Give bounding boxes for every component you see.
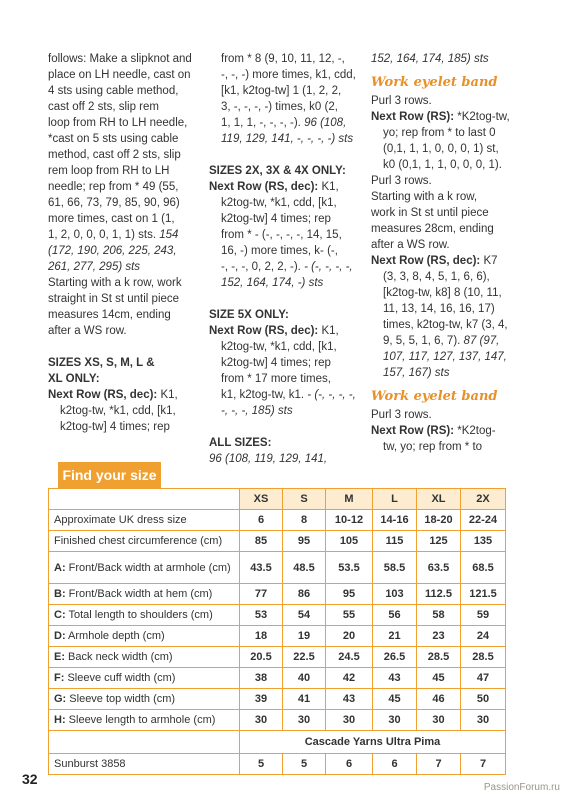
measurement-letter: D: (54, 630, 66, 642)
text-line: straight in St st until piece (48, 293, 180, 305)
text-line: *cast on 5 sts using cable (48, 133, 179, 145)
text-line: Starting with a k row, (371, 191, 478, 203)
table-row (49, 531, 506, 552)
measurement-value: 68.5 (461, 552, 506, 584)
sizes-heading: XL ONLY: (48, 373, 100, 385)
text-line: Purl 3 rows. (371, 175, 432, 187)
measurement-value: 77 (240, 584, 283, 605)
measurement-text: Front/Back width at armhole (cm) (65, 561, 231, 574)
table-row (49, 605, 506, 626)
text-line: -, -, -) more times, k1, cdd, (221, 69, 356, 81)
text-line: method, cast off 2 sts, slip (48, 149, 181, 161)
measurement-value: 43 (373, 668, 417, 689)
text-line: 3, -, -, -, -) times, k0 (2, (221, 101, 338, 113)
row-instruction (371, 109, 521, 125)
measurement-letter: B: (54, 588, 66, 600)
measurement-value: 45 (373, 689, 417, 710)
measurement-text: Finished chest circumference (cm) (54, 535, 223, 547)
text-line: place on LH needle, cast on (48, 69, 191, 81)
measurement-value: 47 (461, 668, 506, 689)
measurement-value: 95 (326, 584, 373, 605)
yarn-ball-count: 5 (240, 754, 283, 775)
text-line: from * 8 (9, 10, 11, 12, -, (221, 53, 345, 65)
sizes-heading: SIZES 2X, 3X & 4X ONLY: (209, 165, 346, 177)
measurement-letter: F: (54, 672, 65, 684)
text-segment: 9, 5, 5, 1, 6, 7). (383, 335, 464, 347)
stitch-count-line: 107, 117, 127, 137, 147, (383, 351, 507, 363)
stitch-count-line: 119, 129, 141, -, -, -, -) sts (221, 133, 354, 145)
measurement-value: 28.5 (461, 647, 506, 668)
measurement-value: 24 (461, 626, 506, 647)
row-label: Next Row (RS, dec): (209, 325, 319, 337)
yarn-header-row (49, 731, 506, 754)
text-line (48, 227, 202, 243)
section-heading: Work eyelet band (371, 389, 498, 404)
measurement-value: 135 (461, 531, 506, 552)
measurement-value: 30 (461, 710, 506, 731)
stitch-count: 96 (108, (304, 117, 347, 129)
text-line: from * - (-, -, -, -, 14, 15, (221, 229, 342, 241)
row-instruction (209, 179, 364, 195)
header-cell: S (283, 489, 326, 510)
stitch-count-line: 96 (108, 119, 129, 141, (209, 453, 328, 465)
text-segment: k1, k2tog-tw, k1. (221, 389, 308, 401)
text-line (371, 333, 521, 349)
row-instruction (371, 253, 521, 269)
measurement-value: 56 (373, 605, 417, 626)
measurement-value: 41 (283, 689, 326, 710)
text-line: measures 28cm, ending (371, 223, 494, 235)
text-line: cast off 2 sts, slip rem (48, 101, 159, 113)
header-blank-cell (49, 489, 240, 510)
text-line: [k1, k2tog-tw] 1 (1, 2, 2, (221, 85, 342, 97)
measurement-letter: C: (54, 609, 66, 621)
measurement-value: 6 (240, 510, 283, 531)
measurement-value: 53.5 (326, 552, 373, 584)
header-cell: XS (240, 489, 283, 510)
measurement-value: 103 (373, 584, 417, 605)
yarn-ball-count: 7 (461, 754, 506, 775)
measurement-value: 59 (461, 605, 506, 626)
row-label: Next Row (RS): (371, 425, 455, 437)
text-line: k0 (0,1, 1, 1, 0, 0, 0, 1). (383, 159, 502, 171)
text-line: (3, 3, 8, 4, 5, 1, 6, 6), (383, 271, 490, 283)
text-line: (0,1, 1, 1, 0, 0, 0, 1) st, (383, 143, 499, 155)
measurement-value: 20 (326, 626, 373, 647)
yarn-ball-count: 6 (373, 754, 417, 775)
measurement-value: 40 (283, 668, 326, 689)
text-segment: 1, 2, 0, 0, 0, 1, 1) sts. (48, 229, 160, 241)
stitch-count-line: 261, 277, 295) sts (48, 261, 141, 273)
measurement-value: 8 (283, 510, 326, 531)
text-line: k2tog-tw] 4 times; rep (221, 357, 331, 369)
measurement-letter: E: (54, 651, 65, 663)
measurement-value: 30 (283, 710, 326, 731)
stitch-count: - (-, -, -, -, (307, 389, 356, 401)
measurement-text: Sleeve cuff width (cm) (64, 672, 176, 684)
measurement-value: 50 (461, 689, 506, 710)
table-row (49, 710, 506, 731)
measurement-value: 48.5 (283, 552, 326, 584)
measurement-label (49, 552, 240, 584)
measurement-value: 112.5 (417, 584, 461, 605)
measurement-value: 19 (283, 626, 326, 647)
measurement-text: Armhole depth (cm) (65, 630, 165, 642)
measurement-label (49, 626, 240, 647)
measurement-value: 42 (326, 668, 373, 689)
row-instruction (209, 323, 364, 339)
measurement-text: Approximate UK dress size (54, 514, 187, 526)
text-line: tw, yo; rep from * to (383, 441, 483, 453)
text-line: measures 14cm, ending (48, 309, 171, 321)
stitch-count: 87 (97, (463, 335, 500, 347)
measurement-label (49, 584, 240, 605)
yarn-name: Cascade Yarns Ultra Pima (240, 731, 506, 754)
text-line: k2tog-tw, *k1, cdd, [k1, (221, 341, 337, 353)
measurement-text: Front/Back width at hem (cm) (65, 588, 213, 600)
text-line: work in St st until piece (371, 207, 489, 219)
row-label: Next Row (RS, dec): (209, 181, 319, 193)
text-line: rem loop from RH to LH (48, 165, 170, 177)
text-line: times, k2tog-tw, k7 (3, 4, (383, 319, 508, 331)
stitch-count-line: 152, 164, 174, 185) sts (371, 53, 489, 65)
sizes-heading: ALL SIZES: (209, 437, 272, 449)
stitch-count-line: 157, 167) sts (383, 367, 450, 379)
text-segment: K7 (480, 255, 498, 267)
measurement-label (49, 605, 240, 626)
table-row (49, 584, 506, 605)
header-cell: XL (417, 489, 461, 510)
table-row (49, 647, 506, 668)
header-cell: L (373, 489, 417, 510)
measurement-value: 22.5 (283, 647, 326, 668)
text-line: more times, cast on 1 (1, (48, 213, 175, 225)
text-line: 16, -) more times, k- (-, (221, 245, 338, 257)
measurement-value: 20.5 (240, 647, 283, 668)
text-line: Starting with a k row, work (48, 277, 182, 289)
measurement-value: 115 (373, 531, 417, 552)
pattern-column-3 (371, 51, 521, 455)
measurement-letter: H: (54, 714, 66, 726)
text-line: yo; rep from * to last 0 (383, 127, 496, 139)
measurement-label (49, 668, 240, 689)
measurement-value: 21 (373, 626, 417, 647)
sizes-heading: SIZE 5X ONLY: (209, 309, 289, 321)
measurement-letter: G: (54, 693, 67, 705)
text-line: 61, 66, 73, 79, 85, 90, 96) (48, 197, 180, 209)
row-label: Next Row (RS): (371, 111, 455, 123)
measurement-value: 38 (240, 668, 283, 689)
measurement-value: 121.5 (461, 584, 506, 605)
yarn-blank-cell (49, 731, 240, 754)
text-line: k2tog-tw, *k1, cdd, [k1, (221, 197, 337, 209)
measurement-text: Back neck width (cm) (65, 651, 173, 663)
measurement-label (49, 531, 240, 552)
table-row (49, 689, 506, 710)
sizes-heading: SIZES XS, S, M, L & (48, 357, 155, 369)
measurement-letter: A: (54, 561, 66, 574)
table-header-row (49, 489, 506, 510)
text-segment: *K2tog- (454, 425, 496, 437)
text-segment: -, -, -, 0, 2, 2, -). (221, 261, 305, 273)
measurement-label (49, 647, 240, 668)
text-line: Purl 3 rows. (371, 95, 432, 107)
measurement-value: 53 (240, 605, 283, 626)
page-number: 32 (22, 771, 38, 787)
section-heading: Work eyelet band (371, 75, 498, 90)
text-line (209, 115, 364, 131)
header-cell: 2X (461, 489, 506, 510)
table-row (49, 626, 506, 647)
text-line (209, 387, 364, 403)
measurement-value: 10-12 (326, 510, 373, 531)
measurement-value: 45 (417, 668, 461, 689)
yarn-colour-row (49, 754, 506, 775)
watermark: PassionForum.ru (483, 782, 560, 793)
measurement-value: 18-20 (417, 510, 461, 531)
measurement-value: 46 (417, 689, 461, 710)
measurement-value: 30 (417, 710, 461, 731)
measurement-value: 43.5 (240, 552, 283, 584)
text-segment: K1, (157, 389, 178, 401)
text-segment: K1, (318, 325, 339, 337)
measurement-value: 43 (326, 689, 373, 710)
stitch-count: - (-, -, -, -, (304, 261, 353, 273)
measurement-text: Sleeve length to armhole (cm) (65, 714, 216, 726)
row-label: Next Row (RS, dec): (371, 255, 481, 267)
row-instruction (48, 387, 202, 403)
yarn-ball-count: 7 (417, 754, 461, 775)
text-segment: *K2tog-tw, (454, 111, 510, 123)
measurement-value: 85 (240, 531, 283, 552)
measurement-value: 39 (240, 689, 283, 710)
text-line: loop from RH to LH needle, (48, 117, 188, 129)
measurement-value: 30 (373, 710, 417, 731)
measurement-text: Sleeve top width (cm) (66, 693, 176, 705)
text-line: k2tog-tw] 4 times; rep (221, 213, 331, 225)
measurement-value: 18 (240, 626, 283, 647)
text-line: [k2tog-tw, k8] 8 (10, 11, (383, 287, 502, 299)
table-row (49, 668, 506, 689)
pattern-column-1 (48, 51, 202, 435)
text-line: 4 sts using cable method, (48, 85, 179, 97)
table-row (49, 510, 506, 531)
header-cell: M (326, 489, 373, 510)
measurement-value: 125 (417, 531, 461, 552)
text-line: needle; rep from * 49 (55, (48, 181, 179, 193)
stitch-count-line: (172, 190, 206, 225, 243, (48, 245, 177, 257)
measurement-value: 54 (283, 605, 326, 626)
pattern-column-2 (209, 51, 364, 467)
measurement-value: 30 (240, 710, 283, 731)
measurement-value: 22-24 (461, 510, 506, 531)
measurement-value: 105 (326, 531, 373, 552)
text-line: from * 17 more times, (221, 373, 331, 385)
measurement-label (49, 710, 240, 731)
text-line: after a WS row. (48, 325, 127, 337)
measurement-value: 28.5 (417, 647, 461, 668)
find-your-size-tab: Find your size (58, 462, 161, 489)
yarn-ball-count: 5 (283, 754, 326, 775)
measurement-value: 23 (417, 626, 461, 647)
measurement-value: 95 (283, 531, 326, 552)
measurement-value: 58.5 (373, 552, 417, 584)
text-line: k2tog-tw, *k1, cdd, [k1, (60, 405, 176, 417)
stitch-count-line: -, -, -, 185) sts (221, 405, 293, 417)
text-line: follows: Make a slipknot and (48, 53, 192, 65)
stitch-count: 154 (159, 229, 179, 241)
measurement-value: 14-16 (373, 510, 417, 531)
text-segment: 1, 1, 1, -, -, -, -). (221, 117, 305, 129)
text-line (209, 259, 364, 275)
text-line: after a WS row. (371, 239, 450, 251)
measurement-label (49, 510, 240, 531)
measurement-value: 24.5 (326, 647, 373, 668)
measurement-value: 26.5 (373, 647, 417, 668)
measurement-value: 63.5 (417, 552, 461, 584)
text-segment: K1, (318, 181, 339, 193)
size-table (48, 488, 506, 775)
text-line: k2tog-tw] 4 times; rep (60, 421, 170, 433)
row-label: Next Row (RS, dec): (48, 389, 158, 401)
table-row (49, 552, 506, 584)
yarn-colour-label: Sunburst 3858 (49, 754, 240, 775)
text-line: 11, 13, 14, 16, 16, 17) (383, 303, 495, 315)
text-line: Purl 3 rows. (371, 409, 432, 421)
measurement-text: Total length to shoulders (cm) (65, 609, 213, 621)
measurement-value: 58 (417, 605, 461, 626)
measurement-label (49, 689, 240, 710)
measurement-value: 55 (326, 605, 373, 626)
measurement-value: 86 (283, 584, 326, 605)
measurement-value: 30 (326, 710, 373, 731)
stitch-count-line: 152, 164, 174, -) sts (221, 277, 324, 289)
yarn-ball-count: 6 (326, 754, 373, 775)
row-instruction (371, 423, 521, 439)
